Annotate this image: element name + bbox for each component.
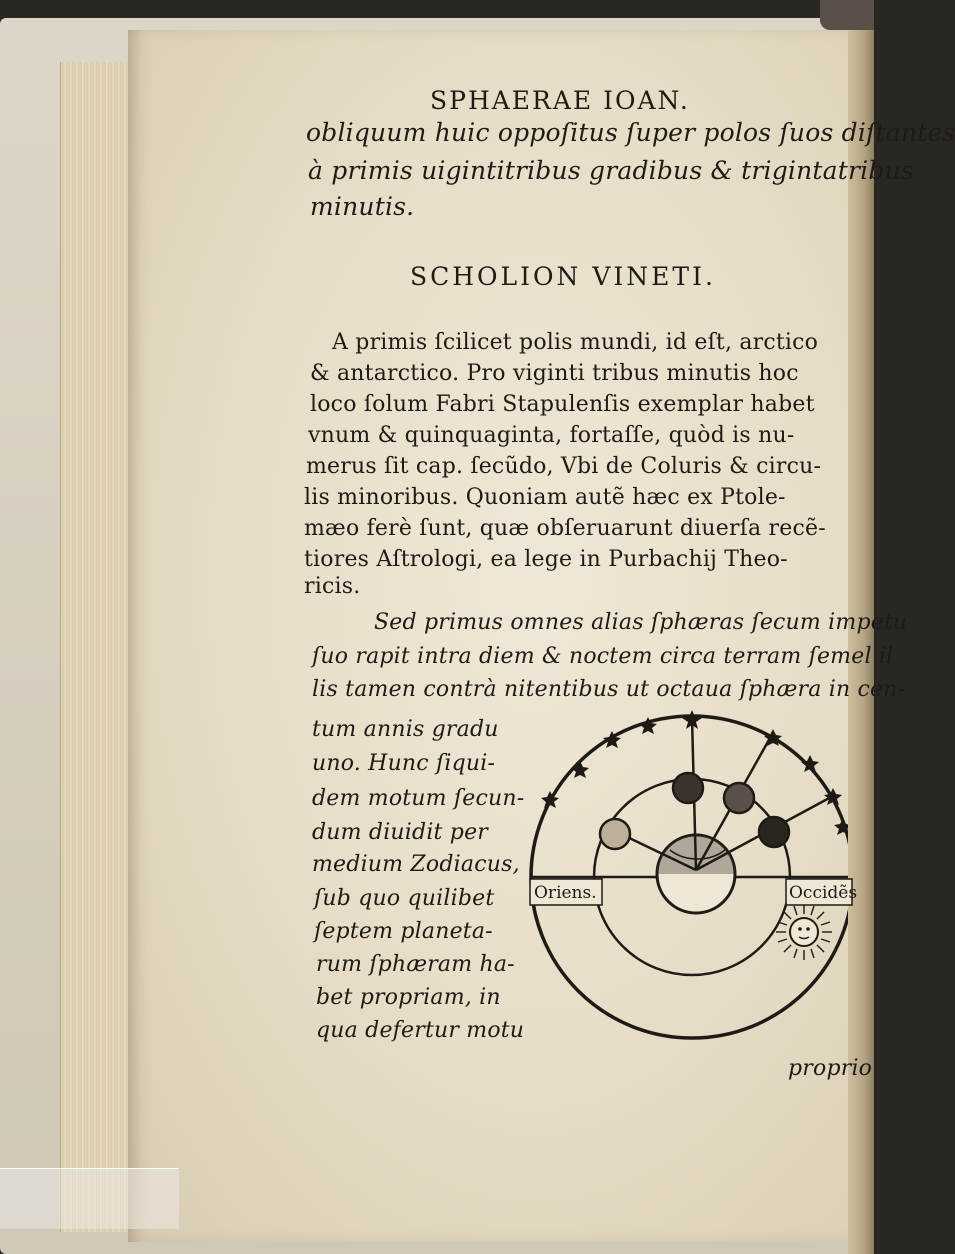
planet-4	[600, 819, 630, 849]
column-line-4: dum diuidit per	[312, 820, 489, 845]
planet-3	[759, 817, 789, 847]
scholion-line-1: A primis ſcilicet polis mundi, id eſt, arctico	[332, 330, 819, 355]
planet-1	[673, 773, 703, 803]
book-clasp	[820, 0, 874, 30]
column-line-1: tum annis gradu	[312, 717, 499, 742]
scholion-line-3: loco ſolum Fabri Stapulenſis exemplar habet	[310, 392, 815, 417]
intro-line-3: minutis.	[310, 192, 415, 221]
column-line-9: bet propriam, in	[316, 985, 501, 1010]
intro-line-1: obliquum huic oppoſitus ſuper polos ſuos diſtantes	[306, 118, 955, 147]
text-line-1: Sed primus omnes alias ſphæras ſecum impetu	[374, 610, 908, 635]
column-line-5: medium Zodiacus,	[312, 852, 520, 877]
book-page	[128, 30, 868, 1242]
section-title: SCHOLION VINETI.	[410, 262, 716, 291]
column-line-10: qua defertur motu	[316, 1018, 525, 1043]
column-line-7: ſeptem planeta-	[314, 919, 493, 944]
column-line-6: ſub quo quilibet	[314, 886, 495, 911]
label-occidens: Occidẽs	[789, 883, 858, 903]
text-line-3: lis tamen contrà nitentibus ut octaua ſphæra in cen-	[312, 677, 906, 702]
clear-tab	[0, 1168, 179, 1229]
planet-2	[724, 783, 754, 813]
scholion-line-4: vnum & quinquaginta, fortaſſe, quòd is nu-	[308, 423, 795, 448]
scholion-line-2: & antarctico. Pro viginti tribus minutis hoc	[310, 361, 799, 386]
column-line-3: dem motum ſecun-	[312, 786, 525, 811]
column-line-8: rum ſphæram ha-	[316, 952, 515, 977]
text-line-2: ſuo rapit intra diem & noctem circa terram ſemel il	[312, 644, 894, 669]
scholion-line-6: lis minoribus. Quoniam autẽ hæc ex Ptole-	[304, 485, 786, 510]
sun-icon	[776, 904, 832, 960]
running-head: SPHAERAE IOAN.	[430, 86, 690, 115]
scholion-line-7: mæo ferè ſunt, quæ obſeruarunt diuerſa recẽ-	[304, 516, 826, 541]
column-line-2: uno. Hunc ſiqui-	[312, 751, 496, 776]
scholion-line-8: tiores Aſtrologi, ea lege in Purbachij Theo-	[304, 547, 788, 572]
stars	[541, 710, 852, 835]
scholion-line-5: merus ſit cap. ſecũdo, Vbi de Coluris & circu-	[306, 454, 822, 479]
spheres-diagram	[520, 700, 860, 1040]
scholion-line-9: ricis.	[304, 574, 361, 599]
catchword: proprio	[788, 1056, 873, 1081]
label-oriens: Oriens.	[534, 883, 597, 903]
intro-line-2: à primis uigintitribus gradibus & trigintatribus	[308, 156, 914, 185]
